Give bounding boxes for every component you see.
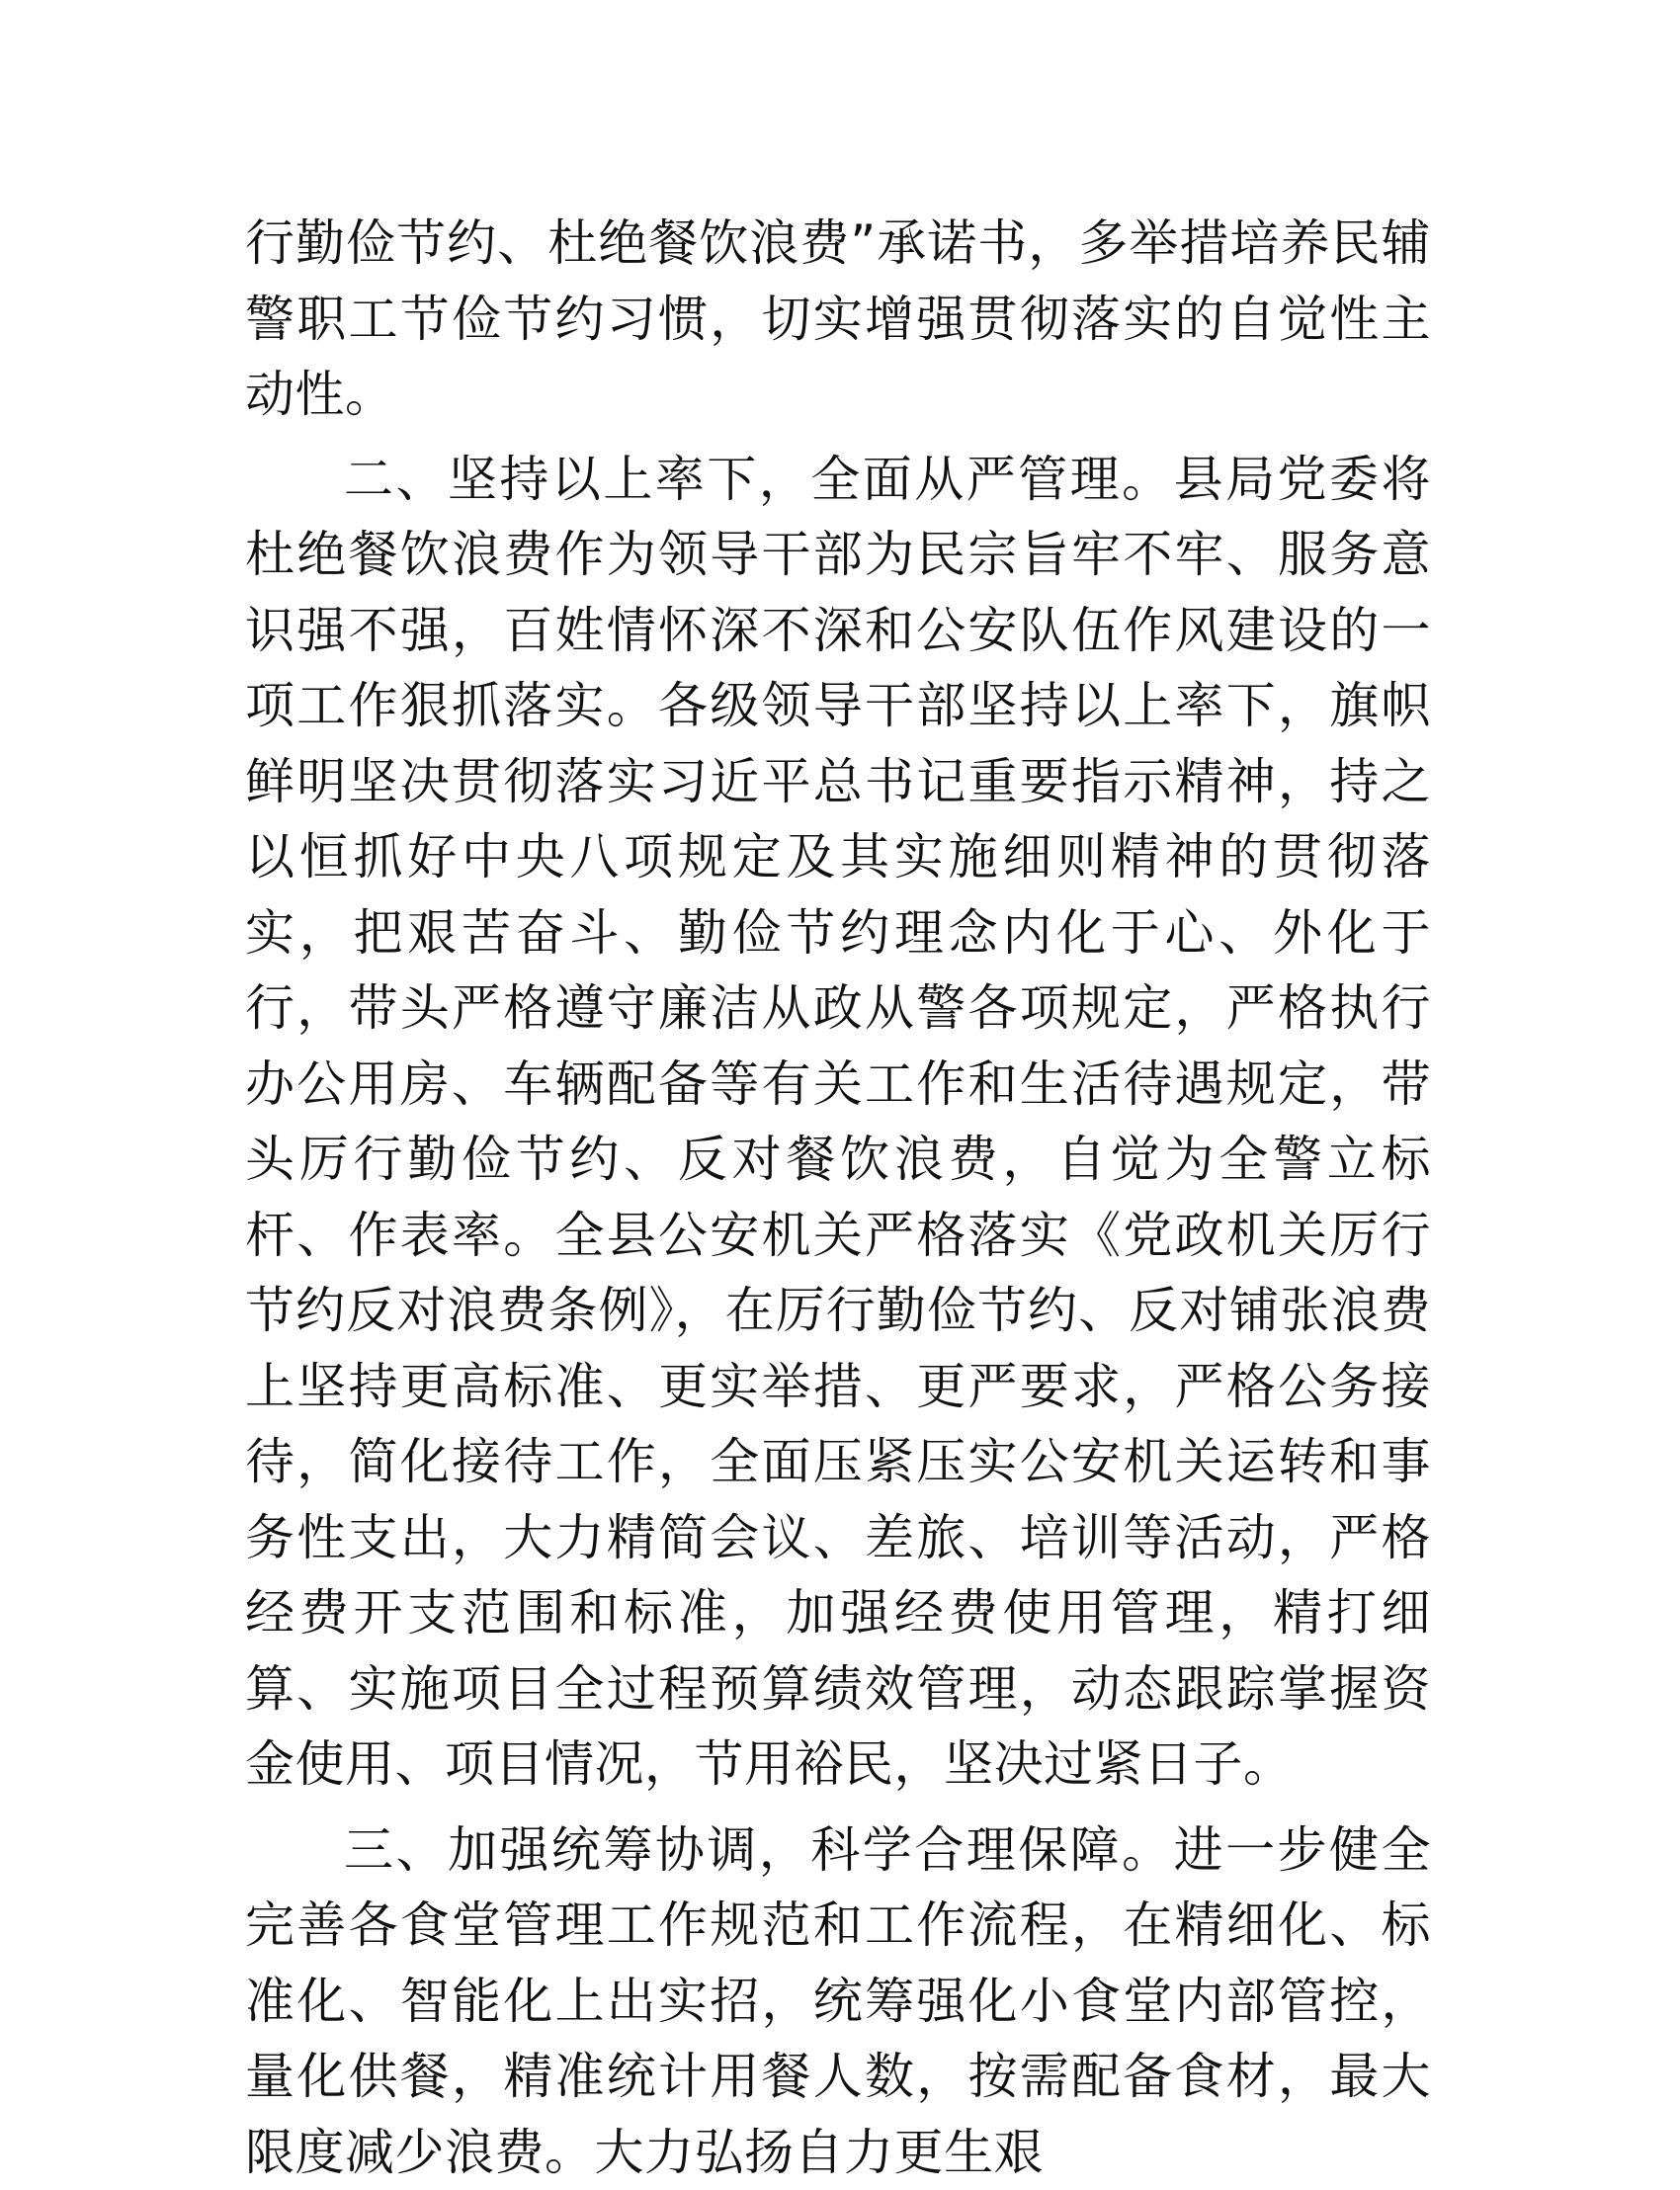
paragraph-section-two: 二、坚持以上率下，全面从严管理。县局党委将杜绝餐饮浪费作为领导干部为民宗旨牢不牢、服务意识强不强，百姓情怀深不深和公安队伍作风建设的一项工作狠抓落实。各级领导干部坚持以上率下，旗帜鲜明坚决贯彻落实习近平总书记重要指示精神，持之以恒抓好中央八项规定及其实施细则精神的贯彻落实，把艰苦奋斗、勤俭节约理念内化于心、外化于行，带头严格遵守廉洁从政从警各项规定，严格执行办公用房、车辆配备等有关工作和生活待遇规定，带头厉行勤俭节约、反对餐饮浪费，自觉为全警立标杆、作表率。全县公安机关严格落实《党政机关厉行节约反对浪费条例》，在厉行勤俭节约、反对铺张浪费上坚持更高标准、更实举措、更严要求，严格公务接待，简化接待工作，全面压紧压实公安机关运转和事务性支出，大力精简会议、差旅、培训等活动，严格经费开支范围和标准，加强经费使用管理，精打细算、实施项目全过程预算绩效管理，动态跟踪掌握资金使用、项目情况，节用裕民，坚决过紧日子。 <box>245 442 1431 1803</box>
paragraph-continuation: 行勤俭节约、杜绝餐饮浪费”承诺书，多举措培养民辅警职工节俭节约习惯，切实增强贯彻落实的自觉性主动性。 <box>245 206 1431 433</box>
document-page <box>245 206 1431 2190</box>
paragraph-section-three: 三、加强统筹协调，科学合理保障。进一步健全完善各食堂管理工作规范和工作流程，在精细化、标准化、智能化上出实招，统筹强化小食堂内部管控，量化供餐，精准统计用餐人数，按需配备食材，最大限度减少浪费。大力弘扬自力更生艰 <box>245 1812 1431 2190</box>
